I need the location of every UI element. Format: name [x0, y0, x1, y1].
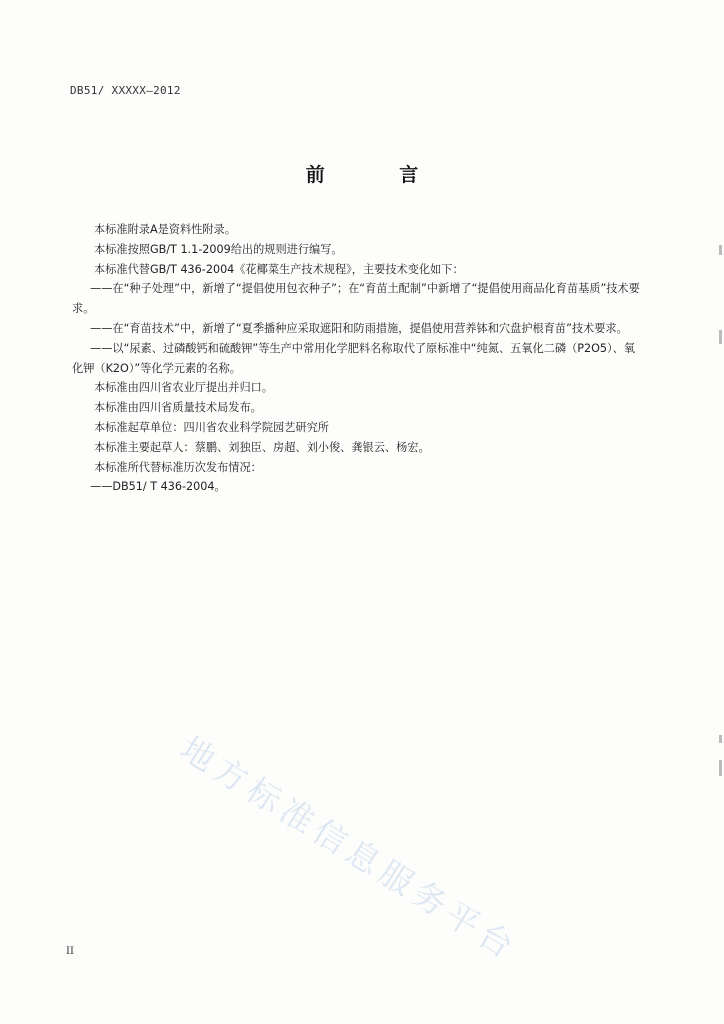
paragraph-replaces: 本标准代替GB/T 436-2004《花椰菜生产技术规程》，主要技术变化如下：: [94, 262, 464, 276]
page-number: II: [66, 946, 74, 957]
paragraph-drafters: 本标准主要起草人：蔡鹏、刘独臣、房超、刘小俊、龚银云、杨宏。: [94, 440, 430, 454]
foreword-body: [72, 220, 644, 497]
standard-code: DB51/ XXXXX—2012: [70, 84, 181, 97]
watermark-text: 地方标准信息服务平台: [173, 728, 526, 969]
paragraph-change-seed-treatment: ——在“种子处理”中，新增了“提倡使用包衣种子”；在“育苗土配制”中新增了“提倡使用商品化育苗基质”技术要求。: [72, 282, 640, 316]
scan-edge-mark: [719, 735, 722, 743]
paragraph-history-intro: 本标准所代替标准历次发布情况：: [94, 460, 262, 474]
scan-edge-mark: [719, 760, 722, 776]
scan-edge-mark: [719, 330, 722, 344]
scan-edge-mark: [719, 245, 722, 255]
paragraph-issued-by: 本标准由四川省质量技术局发布。: [94, 401, 262, 415]
paragraph-change-seedling-technique: ——在“育苗技术”中，新增了“夏季播种应采取遮阳和防雨措施，提倡使用营养钵和穴盘护根育苗”技术要求。: [90, 321, 628, 335]
paragraph-proposed-by: 本标准由四川省农业厅提出并归口。: [94, 381, 274, 395]
paragraph-appendix-note: 本标准附录A是资料性附录。: [94, 223, 236, 236]
paragraph-history-item: ——DB51/ T 436-2004。: [90, 480, 226, 494]
paragraph-drafting-unit: 本标准起草单位：四川省农业科学院园艺研究所: [94, 420, 329, 434]
page-title: 前 言: [305, 164, 453, 186]
paragraph-change-fertilizer-names: ——以“尿素、过磷酸钙和硫酸钾”等生产中常用化学肥料名称取代了原标准中“纯氮、五氧化二磷（P2O5）、氧化钾（K2O）”等化学元素的名称。: [72, 341, 636, 375]
paragraph-drafting-rules: 本标准按照GB/T 1.1-2009给出的规则进行编写。: [94, 242, 343, 256]
